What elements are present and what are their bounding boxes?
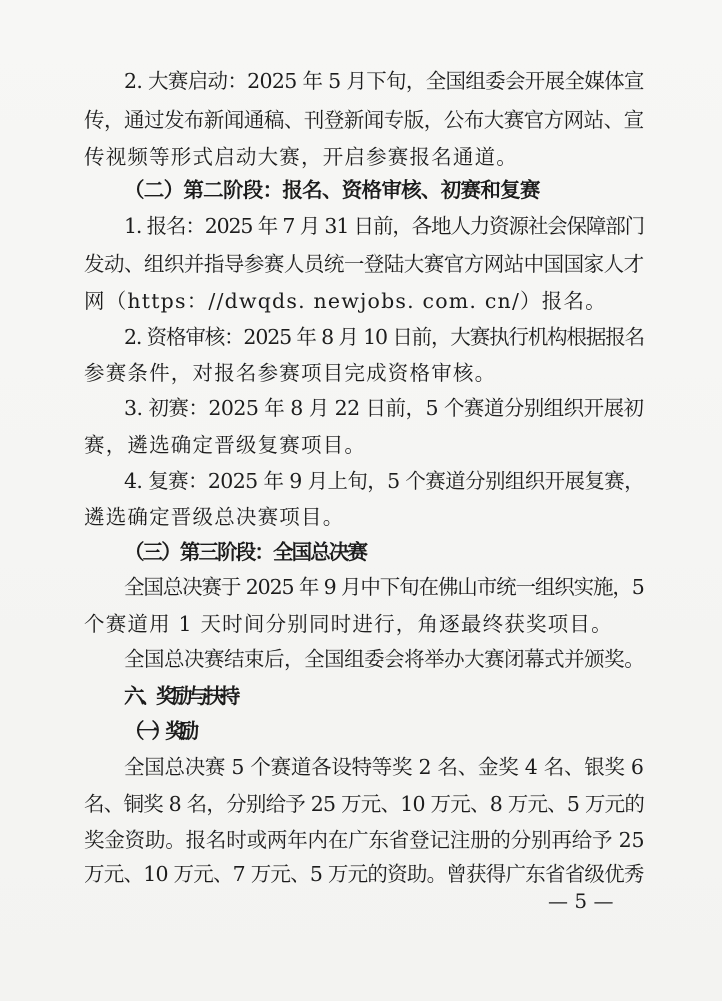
text-line: 全国总决赛结束后，全国组委会将举办大赛闭幕式并颁奖。 (124, 647, 645, 671)
page-number: — 5 — (548, 889, 614, 913)
text-line: 传视频等形式启动大赛，开启参赛报名通道。 (84, 145, 518, 169)
text-line: 2. 大赛启动：2025 年 5 月下旬，全国组委会开展全媒体宣 (124, 69, 644, 93)
text-line: 3. 初赛：2025 年 8 月 22 日前，5 个赛道分别组织开展初 (124, 396, 644, 420)
text-line: 个赛道用 1 天时间分别同时进行，角逐最终获奖项目。 (84, 612, 613, 636)
text-line: 奖金资助。报名时或两年内在广东省登记注册的分别再给予 25 (84, 828, 645, 852)
text-line: 4. 复赛：2025 年 9 月上旬，5 个赛道分别组织开展复赛， (124, 469, 644, 493)
text-line: 全国总决赛于 2025 年 9 月中下旬在佛山市统一组织实施，5 (124, 575, 644, 599)
section-heading: （二）第二阶段：报名、资格审核、初赛和复赛 (124, 178, 540, 202)
text-line: 万元、10 万元、7 万元、5 万元的资助。曾获得广东省省级优秀 (84, 862, 644, 886)
text-line: 2. 资格审核：2025 年 8 月 10 日前，大赛执行机构根据报名 (124, 325, 644, 349)
section-heading: （三）第三阶段：全国总决赛 (124, 540, 367, 564)
text-line: 网（https：//dwqds. newjobs. com. cn/）报名。 (84, 289, 607, 313)
chapter-heading: 六、奖励与扶持 (124, 684, 236, 708)
text-line: 参赛条件，对报名参赛项目完成资格审核。 (84, 361, 497, 385)
text-line: 遴选确定晋级总决赛项目。 (84, 505, 345, 529)
text-line: 1. 报名：2025 年 7 月 31 日前，各地人力资源社会保障部门 (124, 214, 644, 238)
text-line: 全国总决赛 5 个赛道各设特等奖 2 名、金奖 4 名、银奖 6 (124, 755, 644, 779)
text-line: 发动、组织并指导参赛人员统一登陆大赛官方网站中国国家人才 (84, 252, 644, 276)
text-line: 传，通过发布新闻通稿、刊登新闻专版，公布大赛官方网站、宣 (84, 108, 644, 132)
text-line: 名、铜奖 8 名，分别给予 25 万元、10 万元、8 万元、5 万元的 (84, 792, 645, 816)
section-heading: （一）奖励 (124, 719, 193, 743)
text-line: 赛，遴选确定晋级复赛项目。 (84, 433, 367, 457)
